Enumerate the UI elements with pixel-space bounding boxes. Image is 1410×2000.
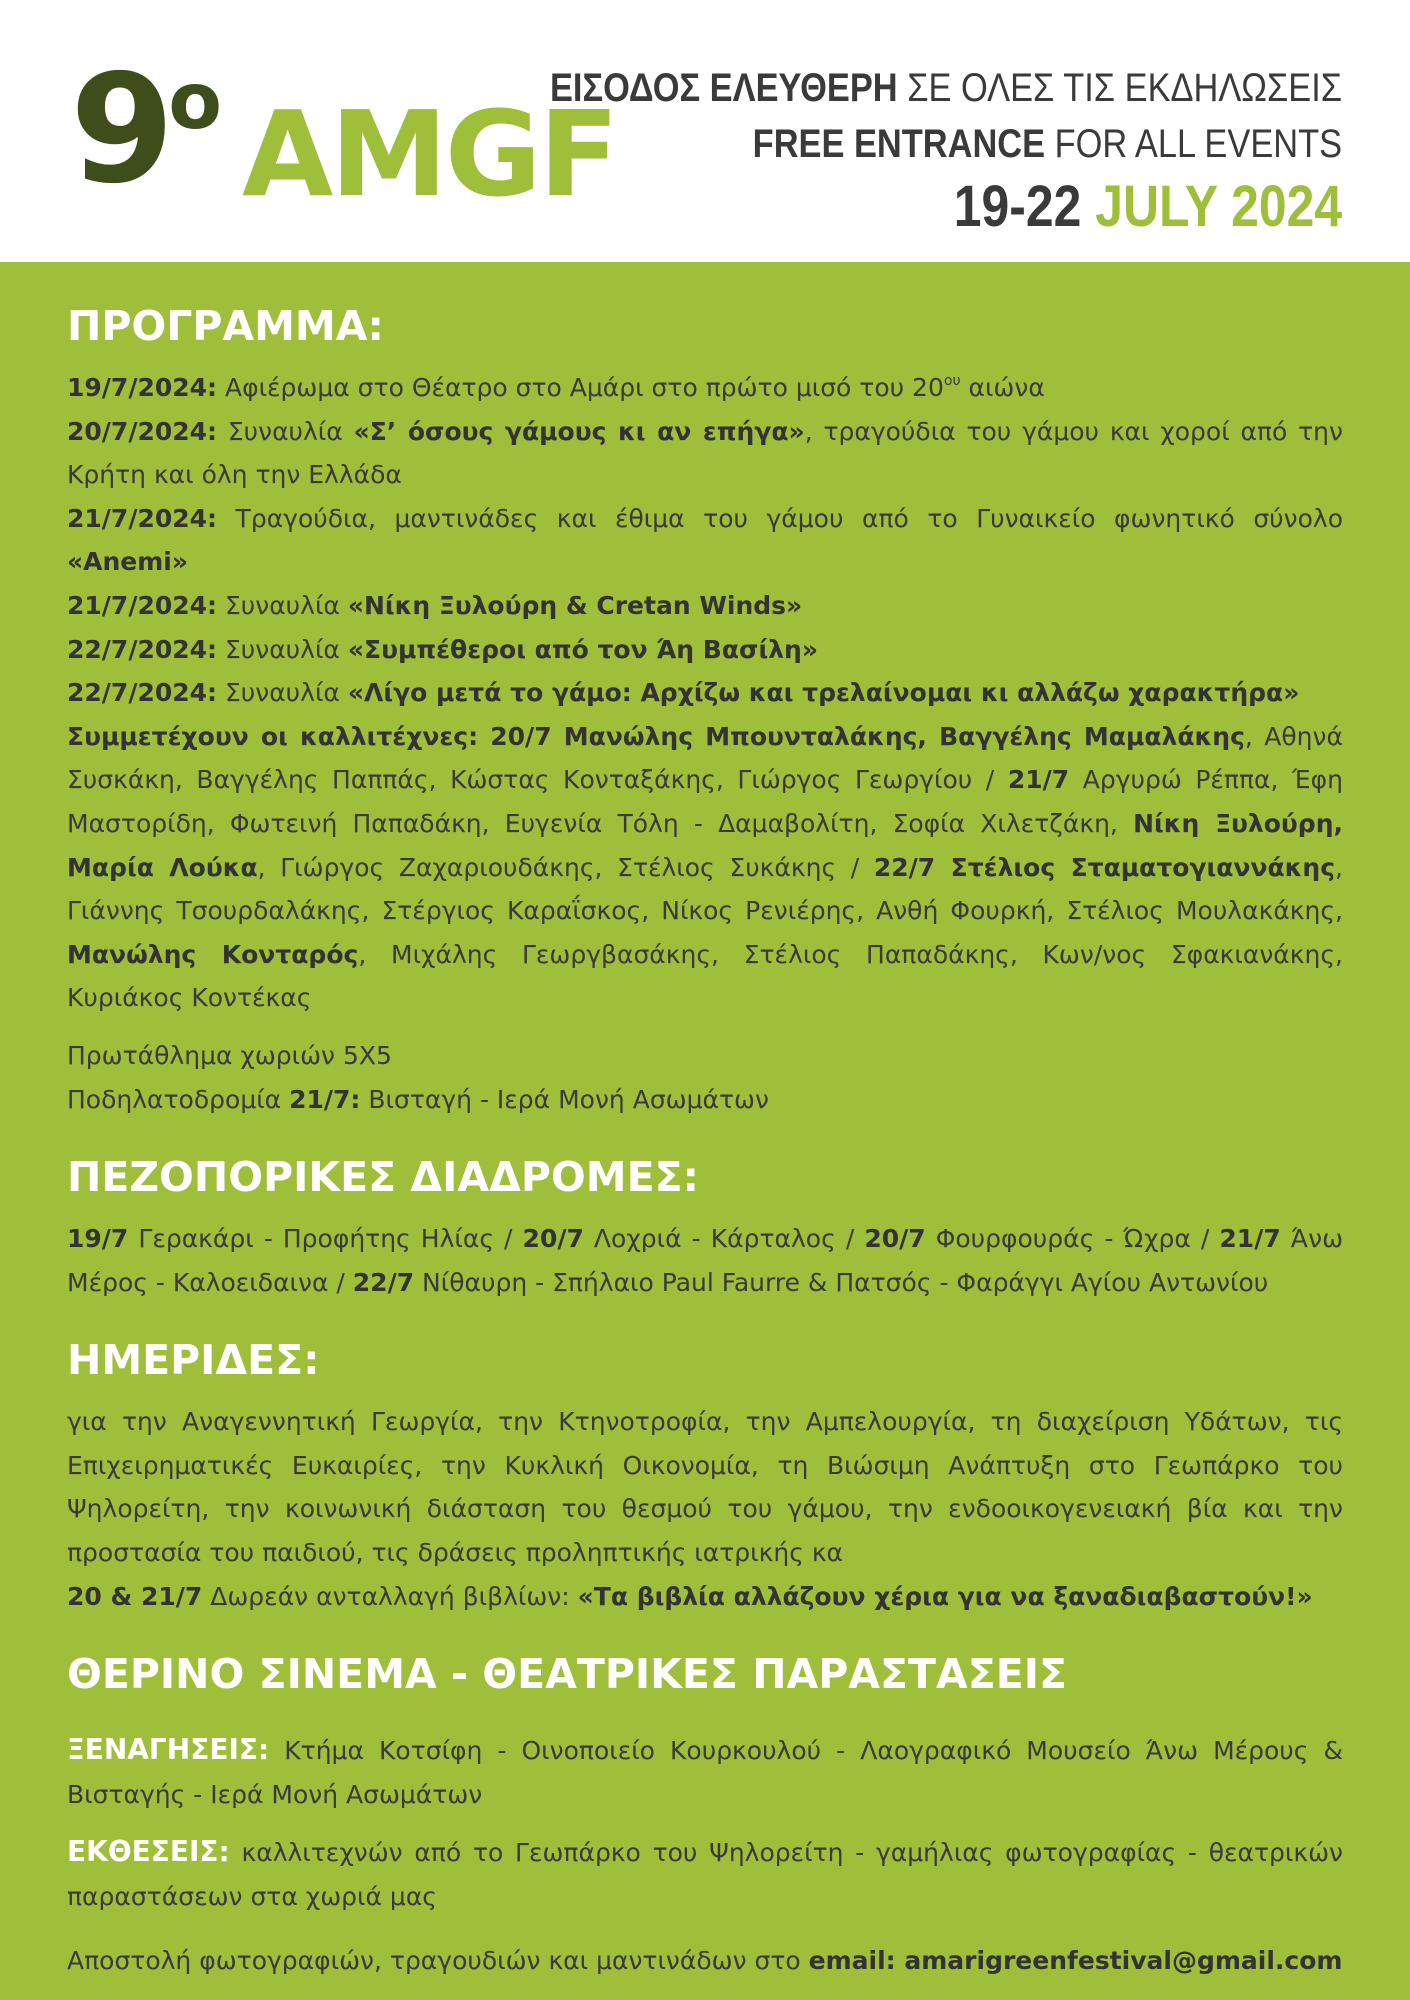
cinema-heading: ΘΕΡΙΝΟ ΣΙΝΕΜΑ - ΘΕΑΤΡΙΚΕΣ ΠΑΡΑΣΤΑΣΕΙΣ [67,1650,1068,1699]
program-event: 19/7/2024: Αφιέρωμα στο Θέατρο στο Αμάρι στο πρώτο μισό του $20^{o\upsilon}$ αιώνα [67,373,1045,402]
free-entrance-english: FREE ENTRANCE FOR ALL EVENTS [752,122,1342,166]
program-event: 21/7/2024: Συναυλία «Νίκη Ξυλούρη & Cretan Winds» [67,590,803,620]
contact-line: Αποστολή φωτογραφιών, τραγουδιών και μαντινάδων στο email: amarigreenfestival@gmail.com [67,1945,1343,1975]
exhibitions: ΕΚΘΕΣΕΙΣ: καλλιτεχνών από το Γεωπάρκο του Ψηλορείτη - γαμήλιας φωτογραφίας - θεατρικών παραστάσεων στα χωριά μας [67,1835,1343,1912]
exhibitions-label: ΕΚΘΕΣΕΙΣ: [67,1835,230,1869]
program-event: 20/7/2024: Συναυλία «Σ’ όσους γάμους κι αν επήγα», τραγούδια του γάμου και χοροί από την Κρήτη και όλη την Ελλάδα [67,416,1343,490]
book-exchange: 20 & 21/7 Δωρεάν ανταλλαγή βιβλίων: «Τα βιβλία αλλάζουν χέρια για να ξαναδιαβαστούν!» [67,1581,1313,1611]
program-event: 21/7/2024: Τραγούδια, μαντινάδες και έθιμα του γάμου από το Γυναικείο φωνητικό σύνολο «Anemi» [67,503,1343,577]
program-heading: ΠΡΟΓΡΑΜΜΑ: [67,302,384,350]
hiking-heading: ΠΕΖΟΠΟΡΙΚΕΣ ΔΙΑΔΡΟΜΕΣ: [67,1153,699,1202]
workshops-text: για την Αναγεννητική Γεωργία, την Κτηνοτροφία, την Αμπελουργία, τη διαχείριση Υδάτων, τις Επιχειρηματικές Ευκαιρίες, την Κυκλική Οικονομία, τη Βιώσιμη Ανάπτυξη στο Γεωπάρκο του Ψηλορείτη, την κοινωνική διάσταση του θεσμού του γάμου, την ενδοοικογενειακή βία και την προστασία του παιδιού, τις δράσεις προληπτικής ιατρικής κα [67,1407,1343,1568]
edition-number: 9 [70,43,169,217]
edition-ordinal: ο [168,57,222,147]
bike-race: Ποδηλατοδρομία 21/7: Βισταγή - Ιερά Μονή Ασωμάτων [67,1084,769,1114]
poster-content [67,290,1343,1982]
workshops-heading: ΗΜΕΡΙΔΕΣ: [67,1336,320,1385]
hiking-routes: 19/7 Γερακάρι - Προφήτης Ηλίας / 20/7 Λοχριά - Κάρταλος / 20/7 Φουρφουράς - Ώχρα / 21/7 Άνω Μέρος - Καλοειδαινα / 22/7 Νίθαυρη - Σπήλαιο Paul Faurre & Πατσός - Φαράγγι Αγίου Αντωνίου [67,1224,1344,1297]
championship: Πρωτάθλημα χωριών 5Χ5 [67,1040,392,1070]
free-entrance-greek: ΕΙΣΟΔΟΣ ΕΛΕΥΘΕΡΗ ΣΕ ΟΛΕΣ ΤΙΣ ΕΚΔΗΛΩΣΕΙΣ [549,66,1342,110]
tours: ΞΕΝΑΓΗΣΕΙΣ: Κτήμα Κοτσίφη - Οινοποιείο Κουρκουλού - Λαογραφικό Μουσείο Άνω Μέρους & Βισταγής - Ιερά Μονή Ασωμάτων [67,1733,1343,1809]
email-link[interactable]: amarigreenfestival@gmail.com [895,1945,1343,1975]
header-band [0,0,1410,262]
artists-list: Συμμετέχουν οι καλλιτέχνες: 20/7 Μανώλης Μπουνταλάκης, Βαγγέλης Μαμαλάκης, Αθηνά Συσκάκη, Βαγγέλης Παππάς, Κώστας Κονταξάκης, Γιώργος Γεωργίου / 21/7 Αργυρώ Ρέππα, Έφη Μαστορίδη, Φωτεινή Παπαδάκη, Ευγενία Τόλη - Δαμαβολίτη, Σοφία Χιλετζάκη, Νίκη Ξυλούρη, Μαρία Λούκα, Γιώργος Ζαχαριουδάκης, Στέλιος Συκάκης / 22/7 Στέλιος Σταματογιαννάκης, Γιάννης Τσουρδαλάκης, Στέργιος Καραΐσκος, Νίκος Ρενιέρης, Ανθή Φουρκή, Στέλιος Μουλακάκης, Μανώλης Κονταρός, Μιχάλης Γεωργβασάκης, Στέλιος Παπαδάκης, Κων/νος Σφακιανάκης, Κυριάκος Κοντέκας [67,721,1344,1013]
festival-dates: 19-22 JULY 2024 [953,174,1342,239]
tours-label: ΞΕΝΑΓΗΣΕΙΣ: [67,1733,270,1767]
program-event: 22/7/2024: Συναυλία «Συμπέθεροι από τον Άη Βασίλη» [67,634,818,664]
header-info [421,60,1342,242]
program-event: 22/7/2024: Συναυλία «Λίγο μετά το γάμο: Αρχίζω και τρελαίνομαι κι αλλάζω χαρακτήρα» [67,678,1300,708]
festival-name: AMGF [241,85,617,223]
